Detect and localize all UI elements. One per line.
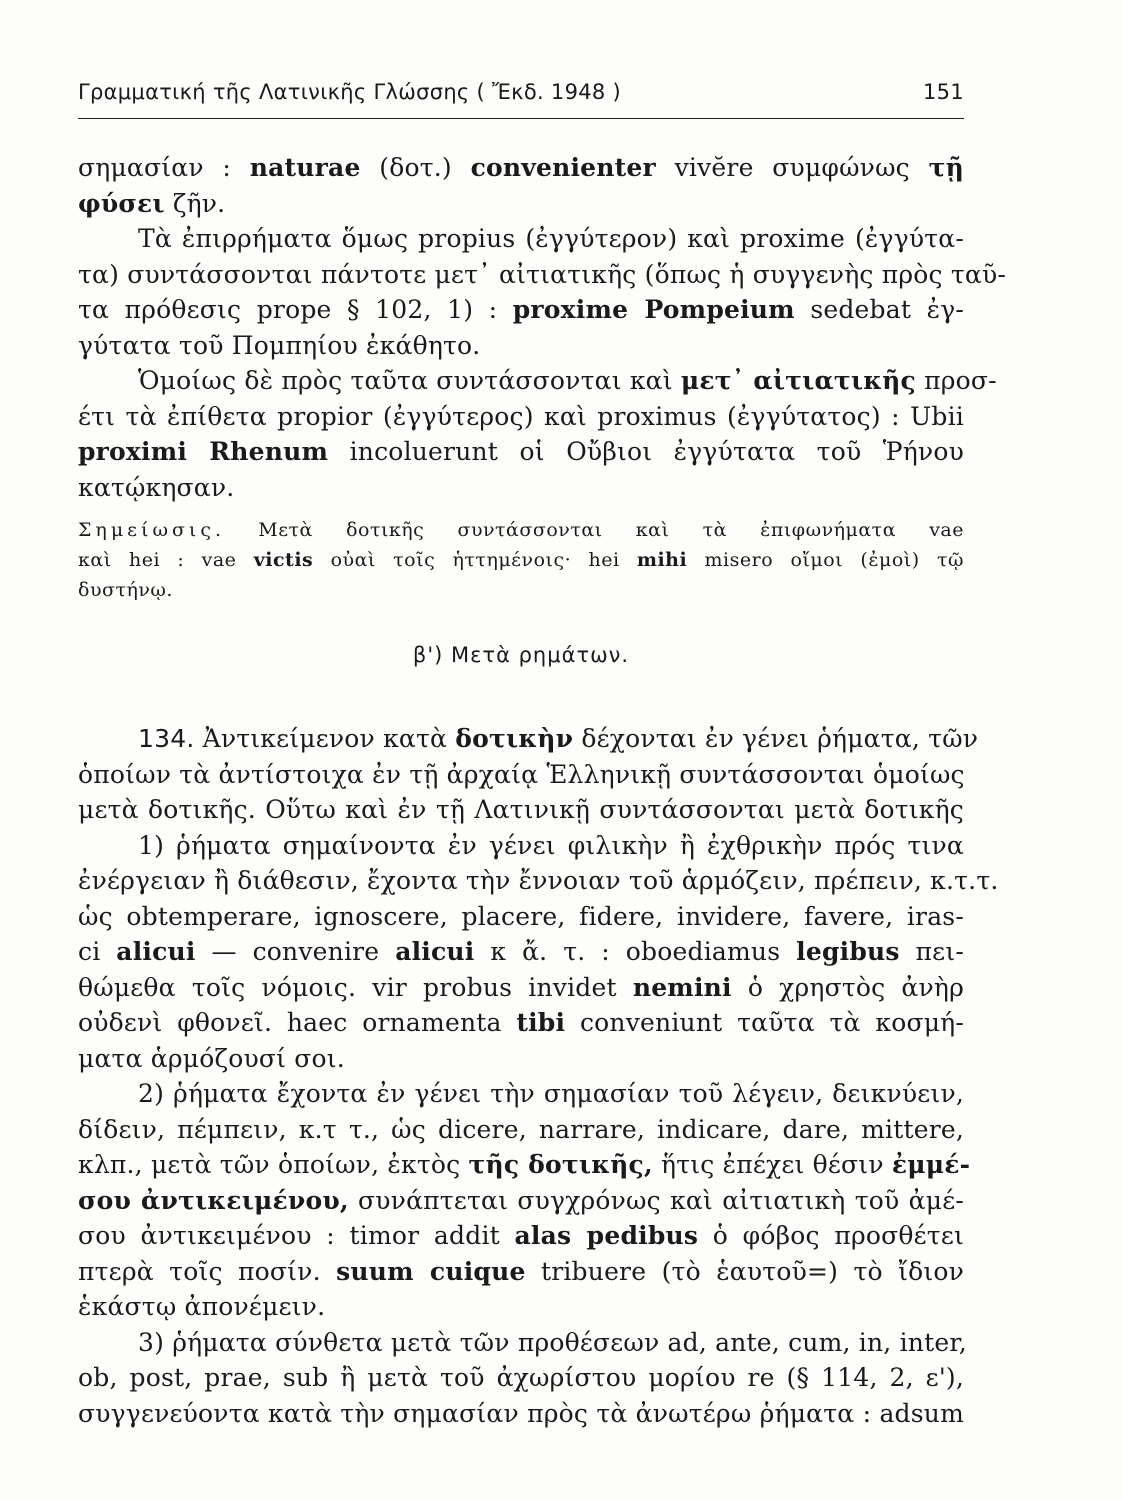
- text-line: σημασίαν : naturae (δοτ.) convenienter vivĕre συμφώνως τῇ: [78, 153, 964, 182]
- text-line: τα πρόθεσις prope § 102, 1) : proxime Pompeium sedebat ἐγ-: [78, 295, 964, 324]
- text-line: κατῴκησαν.: [78, 472, 235, 502]
- text-line: πτερὰ τοῖς ποσίν. suum cuique tribuere (τὸ ἑαυτοῦ=) τὸ ἴδιον: [78, 1256, 965, 1286]
- text-line: σου ἀντικειμένου, συνάπτεται συγχρόνως καὶ αἰτιατικὴ τοῦ ἀμέ-: [78, 1185, 964, 1215]
- text-line: γύτατα τοῦ Πομπηίου ἐκάθητο.: [78, 330, 481, 360]
- text-line: σου ἀντικειμένου : timor addit alas pedibus ὁ φόβος προσθέτει: [78, 1221, 964, 1250]
- text-line: δίδειν, πέμπειν, κ.τ τ., ὡς dicere, narrare, indicare, dare, mittere,: [78, 1114, 964, 1144]
- text-line: οὐδενὶ φθονεῖ. haec ornamenta tibi conveniunt ταῦτα τὰ κοσμή-: [78, 1008, 964, 1037]
- note-line: Σημείωσις. Μετὰ δοτικῆς συντάσσονται καὶ τὰ ἐπιφωνήματα vae: [78, 519, 965, 541]
- text-line: θώμεθα τοῖς νόμοις. vir probus invidet nemini ὁ χρηστὸς ἀνὴρ: [78, 972, 964, 1002]
- text-line: φύσει ζῆν.: [78, 188, 226, 218]
- section-subheading: β') Μετὰ ρημάτων.: [412, 643, 630, 667]
- text-line: ci alicui — convenire alicui κ ἄ. τ. : oboediamus legibus πει-: [78, 937, 964, 966]
- header-rule: [78, 118, 964, 119]
- text-line: 134. Ἀντικείμενον κατὰ δοτικὴν δέχονται ἐν γένει ῥήματα, τῶν: [138, 724, 979, 753]
- page-number: 151: [923, 80, 964, 104]
- text-line: 2) ῥήματα ἔχοντα ἐν γένει τὴν σημασίαν τοῦ λέγειν, δεικνύειν,: [138, 1079, 964, 1108]
- text-line: 3) ῥήματα σύνθετα μετὰ τῶν προθέσεων ad, ante, cum, in, inter,: [138, 1327, 967, 1357]
- text-line: ἑκάστῳ ἀπονέμειν.: [78, 1292, 326, 1321]
- section-number: 134.: [138, 724, 195, 753]
- text-line: ob, post, prae, sub ἢ μετὰ τοῦ ἀχωρίστου μορίου re (§ 114, 2, ε'),: [78, 1363, 964, 1392]
- text-line: κλπ., μετὰ τῶν ὁποίων, ἐκτὸς τῆς δοτικῆς, ἥτις ἐπέχει θέσιν ἐμμέ-: [78, 1150, 971, 1179]
- note-block: [78, 515, 964, 605]
- text-line: τα) συντάσσονται πάντοτε μετ᾽ αἰτιατικῆς (ὅπως ἡ συγγενὴς πρὸς ταῦ-: [78, 259, 1007, 289]
- running-title: Γραμματική τῆς Λατινικῆς Γλώσσης ( Ἔκδ. 1948 ): [78, 80, 622, 104]
- text-line: ὡς obtemperare, ignoscere, placere, fidere, invidere, favere, iras-: [78, 901, 964, 931]
- note-line: καὶ hei : vae victis οὐαὶ τοῖς ἡττημένοις· hei mihi misero οἴμοι (ἐμοὶ) τῷ: [78, 549, 964, 571]
- text-line: proximi Rhenum incoluerunt οἱ Οὔβιοι ἐγγύτατα τοῦ Ῥήνου: [78, 437, 964, 466]
- text-line: ἐνέργειαν ἢ διάθεσιν, ἔχοντα τὴν ἔννοιαν τοῦ ἁρμόζειν, πρέπειν, κ.τ.τ.: [78, 866, 999, 895]
- note-line: δυστήνῳ.: [78, 579, 173, 601]
- page-body: [78, 150, 1007, 1431]
- text-line: ματα ἁρμόζουσί σοι.: [78, 1043, 345, 1073]
- text-line: 1) ῥήματα σημαίνοντα ἐν γένει φιλικὴν ἢ ἐχθρικὴν πρός τινα: [138, 830, 964, 860]
- text-line: συγγενεύοντα κατὰ τὴν σημασίαν πρὸς τὰ ἀνωτέρω ῥήματα : adsum: [78, 1398, 964, 1428]
- text-line: Τὰ ἐπιρρήματα ὅμως propius (ἐγγύτερον) καὶ proxime (ἐγγύτα-: [138, 224, 964, 253]
- text-line: ὁποίων τὰ ἀντίστοιχα ἐν τῇ ἀρχαίᾳ Ἑλληνικῇ συντάσσονται ὁμοίως: [78, 759, 965, 789]
- text-line: έτι τὰ ἐπίθετα propior (ἐγγύτερος) καὶ proximus (ἐγγύτατος) : Ubii: [78, 401, 964, 431]
- text-line: μετὰ δοτικῆς. Οὕτω καὶ ἐν τῇ Λατινικῇ συντάσσονται μετὰ δοτικῆς: [78, 795, 964, 824]
- text-line: Ὁμοίως δὲ πρὸς ταῦτα συντάσσονται καὶ μετ᾽ αἰτιατικῆς προσ-: [138, 366, 997, 395]
